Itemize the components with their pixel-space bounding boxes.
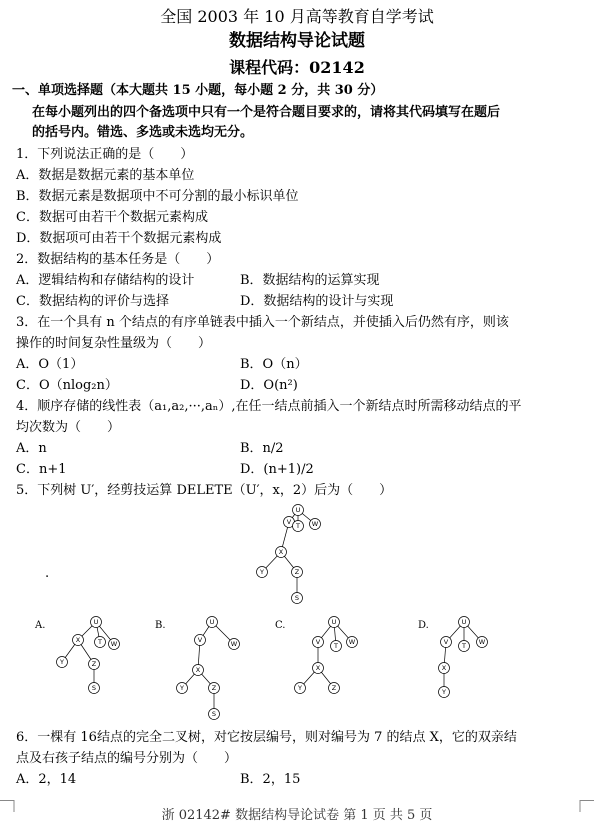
question-5-stem: 5．下列树 U′，经剪技运算 DELETE（U′，x，2）后为（ ） (16, 483, 393, 498)
question-2-stem: 2．数据结构的基本任务是（ ） (16, 252, 220, 267)
tree-node-s: S (294, 594, 300, 602)
question-4-stem-line-1: 4．顺序存储的线性表（a₁,a₂,···,aₙ）,在任一结点前插入一个新结点时所需移动结点的平 (16, 399, 522, 414)
question-3-option-a: A．O（1） (16, 357, 84, 372)
question-1-stem: 1．下列说法正确的是（ ） (16, 147, 194, 162)
stray-dot: . (45, 566, 50, 581)
question-4-option-c: C．n+1 (16, 462, 67, 477)
question-6-option-b: B．2，15 (240, 772, 301, 787)
svg-text:T: T (98, 638, 102, 646)
instruction-line-1: 在每小题列出的四个备选项中只有一个是符合题目要求的，请将其代码填写在题后 (32, 105, 501, 120)
question-4-option-d: D．(n+1)/2 (240, 462, 314, 477)
svg-text:T: T (462, 642, 466, 650)
svg-text:Z: Z (331, 684, 337, 692)
question-5-option-d-label: D. (418, 620, 429, 631)
tree-node-z: Z (294, 568, 300, 576)
svg-text:X: X (75, 636, 81, 644)
tree-node-y: Y (260, 568, 264, 576)
tree-node-w: W (311, 520, 319, 528)
exam-title: 全国 2003 年 10 月高等教育自学考试 (160, 7, 434, 26)
svg-text:Z: Z (91, 660, 97, 668)
svg-text:V: V (197, 636, 203, 644)
svg-text:Z: Z (211, 684, 217, 692)
tree-option-d (430, 612, 500, 702)
question-2-option-b: B．数据结构的运算实现 (240, 273, 380, 288)
question-1-option-b: B．数据元素是数据项中不可分割的最小标识单位 (16, 189, 299, 204)
svg-text:V: V (315, 638, 321, 646)
svg-text:Y: Y (298, 684, 302, 692)
question-5-option-a-label: A. (35, 620, 46, 631)
tree-node-t: T (296, 522, 300, 530)
question-4-option-b: B．n/2 (240, 441, 284, 456)
question-3-option-b: B．O（n） (240, 357, 308, 372)
page-footer: 浙 02142# 数据结构导论试卷 第 1 页 共 5 页 (161, 808, 433, 823)
question-5-option-c-label: C. (275, 620, 286, 631)
svg-text:X: X (195, 666, 201, 674)
question-3-option-d: D．O(n²) (240, 378, 298, 393)
question-6-stem-line-2: 点及右孩子结点的编号分别为（ ） (16, 751, 238, 766)
svg-text:W: W (230, 640, 238, 648)
question-1-option-c: C．数据可由若干个数据元素构成 (16, 210, 208, 225)
question-2-option-c: C．数据结构的评价与选择 (16, 294, 169, 309)
question-4-option-a: A．n (16, 441, 47, 456)
svg-text:X: X (315, 664, 321, 672)
tree-node-v: V (286, 518, 292, 526)
tree-node-u: U (295, 506, 301, 514)
section-heading: 一、单项选择题（本大题共 15 小题，每小题 2 分，共 30 分） (12, 83, 384, 98)
svg-text:W: W (348, 638, 356, 646)
svg-text:W: W (110, 640, 118, 648)
tree-option-b (168, 612, 248, 722)
question-3-stem-line-2: 操作的时间复杂性量级为（ ） (16, 336, 212, 351)
paper-title: 数据结构导论试题 (229, 31, 365, 51)
svg-text:Y: Y (442, 688, 446, 696)
question-2-option-d: D．数据结构的设计与实现 (240, 294, 394, 309)
svg-text:V: V (443, 638, 449, 646)
question-6-stem-line-1: 6．一棵有 16结点的完全二叉树，对它按层编号，则对编号为 7 的结点 X，它的双亲结 (16, 730, 517, 745)
svg-text:Y: Y (180, 684, 184, 692)
svg-text:Y: Y (60, 658, 64, 666)
question-4-stem-line-2: 均次数为（ ） (16, 420, 121, 435)
question-3-option-c: C．O（nlog₂n） (16, 378, 118, 393)
svg-text:S: S (91, 684, 97, 692)
tree-u-prime (245, 500, 335, 610)
tree-option-a (50, 612, 130, 702)
instruction-line-2: 的括号内。错选、多选或未选均无分。 (32, 125, 254, 140)
svg-text:U: U (209, 618, 215, 626)
svg-text:W: W (478, 638, 486, 646)
svg-text:X: X (441, 664, 447, 672)
svg-text:U: U (93, 618, 99, 626)
svg-text:U: U (331, 618, 337, 626)
course-code: 课程代码：02142 (229, 58, 365, 77)
svg-text:S: S (211, 710, 217, 718)
question-6-option-a: A．2，14 (16, 772, 77, 787)
question-1-option-a: A．数据是数据元素的基本单位 (16, 168, 195, 183)
question-3-stem-line-1: 3．在一个具有 n 个结点的有序单链表中插入一个新结点，并使插入后仍然有序，则该 (16, 315, 509, 330)
tree-option-c (288, 612, 368, 702)
svg-text:T: T (334, 642, 338, 650)
question-2-option-a: A．逻辑结构和存储结构的设计 (16, 273, 195, 288)
tree-node-x: X (278, 548, 284, 556)
question-5-option-b-label: B. (155, 620, 166, 631)
svg-text:U: U (461, 618, 467, 626)
question-1-option-d: D．数据项可由若干个数据元素构成 (16, 231, 222, 246)
